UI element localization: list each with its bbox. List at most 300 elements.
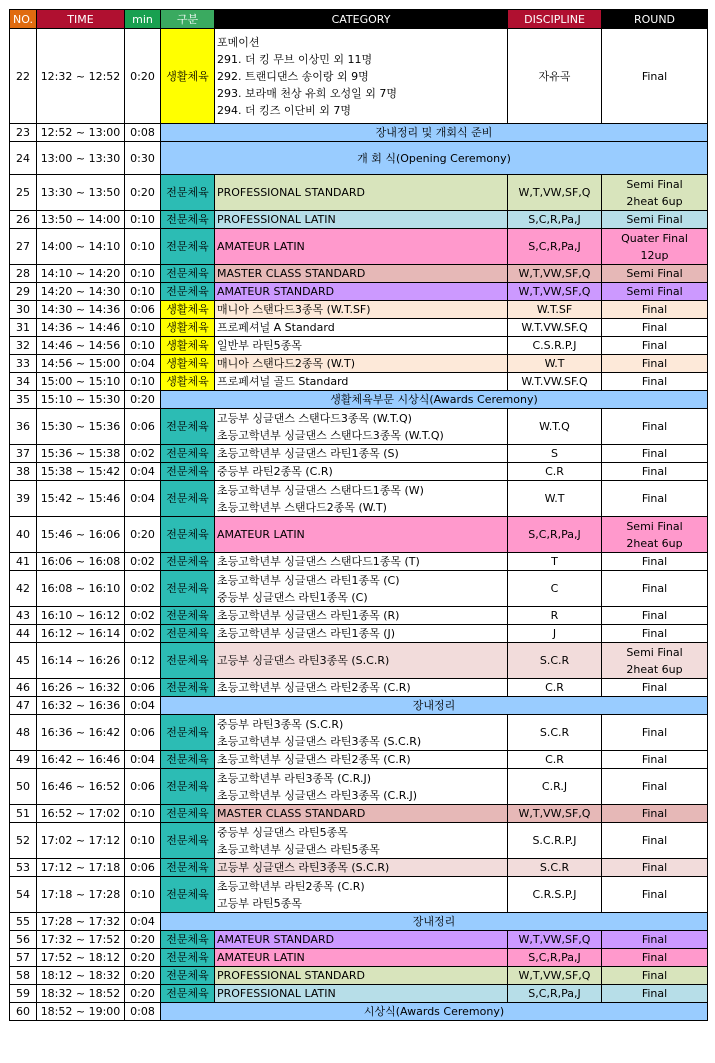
- row-division: 생활체육: [161, 337, 215, 355]
- row-round: [602, 949, 708, 967]
- category-line: 초등고학년부 싱글댄스 라틴1종목 (C): [217, 573, 400, 587]
- row-time: 13:30 ~ 13:50: [37, 175, 125, 211]
- row-discipline: S,C,R,Pa,J: [508, 949, 602, 967]
- row-division: 전문체육: [161, 769, 215, 805]
- table-row: [10, 877, 708, 913]
- row-time: 15:38 ~ 15:42: [37, 463, 125, 481]
- row-round: [602, 211, 708, 229]
- row-time: 12:52 ~ 13:00: [37, 124, 125, 142]
- row-time: 15:30 ~ 15:36: [37, 409, 125, 445]
- row-category: [215, 175, 508, 211]
- round-line: Final: [641, 834, 668, 847]
- table-row: [10, 463, 708, 481]
- table-row: [10, 373, 708, 391]
- row-division: 생활체육: [161, 355, 215, 373]
- row-no: 24: [10, 142, 37, 175]
- category-line: PROFESSIONAL STANDARD: [217, 186, 365, 199]
- category-line: 초등고학년부 싱글댄스 스탠다드3종목 (W.T.Q): [217, 428, 444, 442]
- row-time: 13:00 ~ 13:30: [37, 142, 125, 175]
- row-discipline: W,T,VW,SF,Q: [508, 805, 602, 823]
- row-no: 40: [10, 517, 37, 553]
- round-line: Semi Final: [626, 519, 683, 533]
- header-time: TIME: [37, 10, 125, 29]
- table-row: [10, 931, 708, 949]
- category-line: PROFESSIONAL LATIN: [217, 213, 336, 226]
- row-no: 37: [10, 445, 37, 463]
- row-round: [602, 409, 708, 445]
- row-division: 전문체육: [161, 175, 215, 211]
- category-line: AMATEUR LATIN: [217, 528, 305, 541]
- row-round: [602, 769, 708, 805]
- row-event: 개 회 식(Opening Ceremony): [161, 142, 708, 175]
- row-time: 15:00 ~ 15:10: [37, 373, 125, 391]
- row-min: 0:10: [125, 319, 161, 337]
- header-round: ROUND: [602, 10, 708, 29]
- schedule-table: [9, 9, 708, 1021]
- round-line: Final: [641, 987, 668, 1000]
- row-time: 16:26 ~ 16:32: [37, 679, 125, 697]
- row-division: 생활체육: [161, 301, 215, 319]
- row-min: 0:06: [125, 859, 161, 877]
- row-min: 0:06: [125, 715, 161, 751]
- row-time: 16:32 ~ 16:36: [37, 697, 125, 715]
- row-category: [215, 859, 508, 877]
- row-discipline: W.T.VW.SF.Q: [508, 373, 602, 391]
- category-line: 292. 트랜디댄스 송이랑 외 9명: [217, 69, 369, 83]
- header-discipline: DISCIPLINE: [508, 10, 602, 29]
- row-discipline: C.R.J: [508, 769, 602, 805]
- row-no: 23: [10, 124, 37, 142]
- row-category: [215, 931, 508, 949]
- category-line: 초등고학년부 싱글댄스 스탠다드1종목 (T): [217, 555, 420, 568]
- row-round: [602, 625, 708, 643]
- round-line: Final: [641, 339, 668, 352]
- table-row: [10, 643, 708, 679]
- row-division: 전문체육: [161, 463, 215, 481]
- row-no: 38: [10, 463, 37, 481]
- row-time: 17:28 ~ 17:32: [37, 913, 125, 931]
- row-category: [215, 625, 508, 643]
- row-discipline: W.T: [508, 355, 602, 373]
- header-division: 구분: [161, 10, 215, 29]
- row-division: 전문체육: [161, 409, 215, 445]
- row-discipline: W,T,VW,SF,Q: [508, 265, 602, 283]
- table-row: [10, 625, 708, 643]
- row-min: 0:06: [125, 301, 161, 319]
- table-row: [10, 319, 708, 337]
- category-line: 초등고학년부 싱글댄스 라틴1종목 (J): [217, 627, 396, 640]
- row-division: 생활체육: [161, 373, 215, 391]
- row-category: [215, 463, 508, 481]
- row-no: 34: [10, 373, 37, 391]
- header-min: min: [125, 10, 161, 29]
- row-round: [602, 859, 708, 877]
- round-line: Final: [641, 357, 668, 370]
- row-round: [602, 301, 708, 319]
- row-time: 15:42 ~ 15:46: [37, 481, 125, 517]
- table-row: [10, 142, 708, 175]
- table-row: [10, 211, 708, 229]
- row-discipline: W.T.SF: [508, 301, 602, 319]
- row-discipline: S,C,R,Pa,J: [508, 985, 602, 1003]
- row-no: 44: [10, 625, 37, 643]
- row-round: [602, 229, 708, 265]
- category-line: 중등부 라틴2종목 (C.R): [217, 465, 333, 478]
- table-row: [10, 229, 708, 265]
- row-round: [602, 607, 708, 625]
- row-min: 0:04: [125, 481, 161, 517]
- row-min: 0:10: [125, 373, 161, 391]
- row-time: 16:46 ~ 16:52: [37, 769, 125, 805]
- round-line: Final: [641, 933, 668, 946]
- category-line: 초등고학년부 싱글댄스 라틴2종목 (C.R): [217, 753, 411, 766]
- row-category: [215, 265, 508, 283]
- row-discipline: C.R: [508, 751, 602, 769]
- row-round: [602, 517, 708, 553]
- round-line: Final: [641, 420, 668, 433]
- row-no: 57: [10, 949, 37, 967]
- row-division: 전문체육: [161, 823, 215, 859]
- row-discipline: J: [508, 625, 602, 643]
- row-division: 전문체육: [161, 877, 215, 913]
- row-division: 전문체육: [161, 625, 215, 643]
- row-discipline: R: [508, 607, 602, 625]
- row-time: 14:46 ~ 14:56: [37, 337, 125, 355]
- row-category: [215, 607, 508, 625]
- row-round: [602, 319, 708, 337]
- row-category: [215, 571, 508, 607]
- row-category: [215, 319, 508, 337]
- row-time: 15:10 ~ 15:30: [37, 391, 125, 409]
- round-line: Final: [641, 888, 668, 901]
- row-round: [602, 337, 708, 355]
- row-min: 0:08: [125, 124, 161, 142]
- category-line: 초등고학년부 라틴2종목 (C.R): [217, 879, 365, 893]
- row-no: 42: [10, 571, 37, 607]
- table-row: [10, 805, 708, 823]
- table-row: [10, 517, 708, 553]
- row-division: 전문체육: [161, 679, 215, 697]
- row-category: [215, 805, 508, 823]
- round-line: 12up: [640, 248, 669, 262]
- row-min: 0:10: [125, 337, 161, 355]
- row-round: [602, 985, 708, 1003]
- row-min: 0:12: [125, 643, 161, 679]
- row-category: [215, 29, 508, 124]
- row-round: [602, 29, 708, 124]
- row-discipline: W.T: [508, 481, 602, 517]
- row-min: 0:06: [125, 409, 161, 445]
- round-line: Final: [641, 726, 668, 739]
- round-line: Final: [641, 465, 668, 478]
- row-discipline: W.T.Q: [508, 409, 602, 445]
- row-event: 장내정리: [161, 913, 708, 931]
- row-round: [602, 283, 708, 301]
- row-no: 46: [10, 679, 37, 697]
- row-category: [215, 337, 508, 355]
- table-row: [10, 697, 708, 715]
- row-min: 0:20: [125, 949, 161, 967]
- row-division: 전문체육: [161, 643, 215, 679]
- category-line: 매니아 스탠다드3종목 (W.T.SF): [217, 303, 371, 316]
- row-time: 15:36 ~ 15:38: [37, 445, 125, 463]
- round-line: Final: [641, 582, 668, 595]
- table-row: [10, 769, 708, 805]
- row-round: [602, 481, 708, 517]
- row-category: [215, 949, 508, 967]
- row-time: 16:42 ~ 16:46: [37, 751, 125, 769]
- row-no: 33: [10, 355, 37, 373]
- row-no: 58: [10, 967, 37, 985]
- row-no: 30: [10, 301, 37, 319]
- round-line: 2heat 6up: [626, 662, 683, 676]
- row-no: 55: [10, 913, 37, 931]
- row-min: 0:06: [125, 679, 161, 697]
- row-min: 0:04: [125, 355, 161, 373]
- table-row: [10, 175, 708, 211]
- row-time: 15:46 ~ 16:06: [37, 517, 125, 553]
- row-no: 29: [10, 283, 37, 301]
- row-time: 14:10 ~ 14:20: [37, 265, 125, 283]
- row-division: 전문체육: [161, 949, 215, 967]
- row-division: 전문체육: [161, 517, 215, 553]
- round-line: Final: [641, 861, 668, 874]
- row-min: 0:10: [125, 229, 161, 265]
- round-line: Final: [641, 492, 668, 505]
- row-division: 전문체육: [161, 283, 215, 301]
- row-division: 전문체육: [161, 571, 215, 607]
- category-line: 291. 더 킹 무브 이상민 외 11명: [217, 52, 373, 66]
- row-min: 0:20: [125, 391, 161, 409]
- row-category: [215, 985, 508, 1003]
- row-time: 18:12 ~ 18:32: [37, 967, 125, 985]
- row-round: [602, 823, 708, 859]
- row-discipline: C.R: [508, 463, 602, 481]
- row-category: [215, 643, 508, 679]
- row-min: 0:04: [125, 697, 161, 715]
- row-division: 전문체육: [161, 211, 215, 229]
- row-no: 59: [10, 985, 37, 1003]
- schedule-body: [10, 29, 708, 1021]
- table-row: [10, 679, 708, 697]
- category-line: 초등고학년부 싱글댄스 라틴2종목 (C.R): [217, 681, 411, 694]
- row-round: [602, 967, 708, 985]
- row-discipline: T: [508, 553, 602, 571]
- round-line: Semi Final: [626, 213, 683, 226]
- round-line: Final: [641, 69, 668, 83]
- row-min: 0:04: [125, 913, 161, 931]
- row-time: 14:36 ~ 14:46: [37, 319, 125, 337]
- row-division: 전문체육: [161, 553, 215, 571]
- row-round: [602, 373, 708, 391]
- row-round: [602, 805, 708, 823]
- category-line: AMATEUR LATIN: [217, 240, 305, 253]
- row-division: 전문체육: [161, 445, 215, 463]
- header-row: [10, 10, 708, 29]
- row-min: 0:20: [125, 985, 161, 1003]
- table-row: [10, 481, 708, 517]
- round-line: Final: [641, 969, 668, 982]
- round-line: 2heat 6up: [626, 536, 683, 550]
- row-time: 14:30 ~ 14:36: [37, 301, 125, 319]
- row-no: 39: [10, 481, 37, 517]
- header-no: NO.: [10, 10, 37, 29]
- row-time: 16:10 ~ 16:12: [37, 607, 125, 625]
- row-round: [602, 877, 708, 913]
- row-round: [602, 445, 708, 463]
- row-division: 전문체육: [161, 805, 215, 823]
- row-min: 0:02: [125, 553, 161, 571]
- round-line: Final: [641, 807, 668, 820]
- row-discipline: S.C.R: [508, 715, 602, 751]
- round-line: 2heat 6up: [626, 194, 683, 208]
- row-discipline: S.C.R: [508, 859, 602, 877]
- row-event: 장내정리 및 개회식 준비: [161, 124, 708, 142]
- row-min: 0:10: [125, 823, 161, 859]
- row-no: 45: [10, 643, 37, 679]
- row-min: 0:06: [125, 769, 161, 805]
- row-min: 0:02: [125, 607, 161, 625]
- category-line: AMATEUR STANDARD: [217, 285, 335, 298]
- category-line: 중등부 싱글댄스 라틴1종목 (C): [217, 590, 368, 604]
- row-min: 0:02: [125, 625, 161, 643]
- row-min: 0:20: [125, 517, 161, 553]
- category-line: 초등고학년부 싱글댄스 라틴1종목 (S): [217, 447, 399, 460]
- round-line: Final: [641, 375, 668, 388]
- row-category: [215, 751, 508, 769]
- row-time: 17:32 ~ 17:52: [37, 931, 125, 949]
- category-line: 초등고학년부 싱글댄스 라틴3종목 (C.R.J): [217, 788, 418, 802]
- row-time: 17:12 ~ 17:18: [37, 859, 125, 877]
- row-discipline: S,C,R,Pa,J: [508, 517, 602, 553]
- row-min: 0:30: [125, 142, 161, 175]
- row-division: 전문체육: [161, 859, 215, 877]
- row-category: [215, 823, 508, 859]
- row-no: 25: [10, 175, 37, 211]
- round-line: Final: [641, 447, 668, 460]
- category-line: 고등부 싱글댄스 라틴3종목 (S.C.R): [217, 861, 390, 874]
- category-line: 고등부 라틴5종목: [217, 896, 302, 910]
- row-category: [215, 409, 508, 445]
- row-min: 0:10: [125, 805, 161, 823]
- category-line: 294. 더 킹즈 이단비 외 7명: [217, 103, 351, 117]
- row-category: [215, 679, 508, 697]
- category-line: 중등부 싱글댄스 라틴5종목: [217, 825, 348, 839]
- row-discipline: S.C.R.P.J: [508, 823, 602, 859]
- row-no: 35: [10, 391, 37, 409]
- row-category: [215, 517, 508, 553]
- row-discipline: W.T.VW.SF.Q: [508, 319, 602, 337]
- row-min: 0:20: [125, 967, 161, 985]
- row-division: 전문체육: [161, 715, 215, 751]
- row-no: 43: [10, 607, 37, 625]
- row-time: 16:52 ~ 17:02: [37, 805, 125, 823]
- table-row: [10, 913, 708, 931]
- row-discipline: 자유곡: [508, 29, 602, 124]
- row-time: 17:52 ~ 18:12: [37, 949, 125, 967]
- row-min: 0:20: [125, 175, 161, 211]
- row-discipline: W,T,VW,SF,Q: [508, 175, 602, 211]
- round-line: Semi Final: [626, 645, 683, 659]
- row-round: [602, 265, 708, 283]
- round-line: Semi Final: [626, 267, 683, 280]
- table-row: [10, 283, 708, 301]
- row-time: 18:32 ~ 18:52: [37, 985, 125, 1003]
- row-no: 50: [10, 769, 37, 805]
- row-min: 0:20: [125, 931, 161, 949]
- category-line: 중등부 라틴3종목 (S.C.R): [217, 717, 344, 731]
- row-discipline: S,C,R,Pa,J: [508, 211, 602, 229]
- round-line: Final: [641, 780, 668, 793]
- row-division: 전문체육: [161, 481, 215, 517]
- row-min: 0:02: [125, 571, 161, 607]
- row-no: 60: [10, 1003, 37, 1021]
- round-line: Final: [641, 951, 668, 964]
- row-category: [215, 283, 508, 301]
- row-no: 22: [10, 29, 37, 124]
- category-line: 프로페셔널 A Standard: [217, 321, 335, 334]
- category-line: MASTER CLASS STANDARD: [217, 807, 366, 820]
- row-min: 0:20: [125, 29, 161, 124]
- category-line: AMATEUR STANDARD: [217, 933, 335, 946]
- row-discipline: C.R.S.P.J: [508, 877, 602, 913]
- row-round: [602, 679, 708, 697]
- row-category: [215, 211, 508, 229]
- row-division: 전문체육: [161, 931, 215, 949]
- table-row: [10, 823, 708, 859]
- row-time: 16:06 ~ 16:08: [37, 553, 125, 571]
- category-line: PROFESSIONAL LATIN: [217, 987, 336, 1000]
- row-min: 0:08: [125, 1003, 161, 1021]
- row-round: [602, 553, 708, 571]
- row-division: 전문체육: [161, 265, 215, 283]
- round-line: Final: [641, 321, 668, 334]
- row-no: 36: [10, 409, 37, 445]
- row-no: 31: [10, 319, 37, 337]
- table-row: [10, 985, 708, 1003]
- row-no: 41: [10, 553, 37, 571]
- row-event: 생활체육부문 시상식(Awards Ceremony): [161, 391, 708, 409]
- row-no: 48: [10, 715, 37, 751]
- category-line: 매니아 스탠다드2종목 (W.T): [217, 357, 356, 370]
- row-no: 26: [10, 211, 37, 229]
- row-category: [215, 553, 508, 571]
- row-discipline: C: [508, 571, 602, 607]
- row-category: [215, 373, 508, 391]
- row-division: 생활체육: [161, 29, 215, 124]
- round-line: Final: [641, 753, 668, 766]
- table-row: [10, 265, 708, 283]
- round-line: Final: [641, 681, 668, 694]
- row-time: 14:56 ~ 15:00: [37, 355, 125, 373]
- table-row: [10, 751, 708, 769]
- table-row: [10, 553, 708, 571]
- row-no: 27: [10, 229, 37, 265]
- row-discipline: S,C,R,Pa,J: [508, 229, 602, 265]
- category-line: 초등고학년부 라틴3종목 (C.R.J): [217, 771, 372, 785]
- category-line: 초등고학년부 싱글댄스 스탠다드1종목 (W): [217, 483, 424, 497]
- row-round: [602, 715, 708, 751]
- row-category: [215, 481, 508, 517]
- round-line: Final: [641, 627, 668, 640]
- header-category: CATEGORY: [215, 10, 508, 29]
- row-round: [602, 463, 708, 481]
- row-min: 0:10: [125, 265, 161, 283]
- category-line: 일반부 라틴5종목: [217, 339, 302, 352]
- row-round: [602, 175, 708, 211]
- table-row: [10, 949, 708, 967]
- row-time: 17:18 ~ 17:28: [37, 877, 125, 913]
